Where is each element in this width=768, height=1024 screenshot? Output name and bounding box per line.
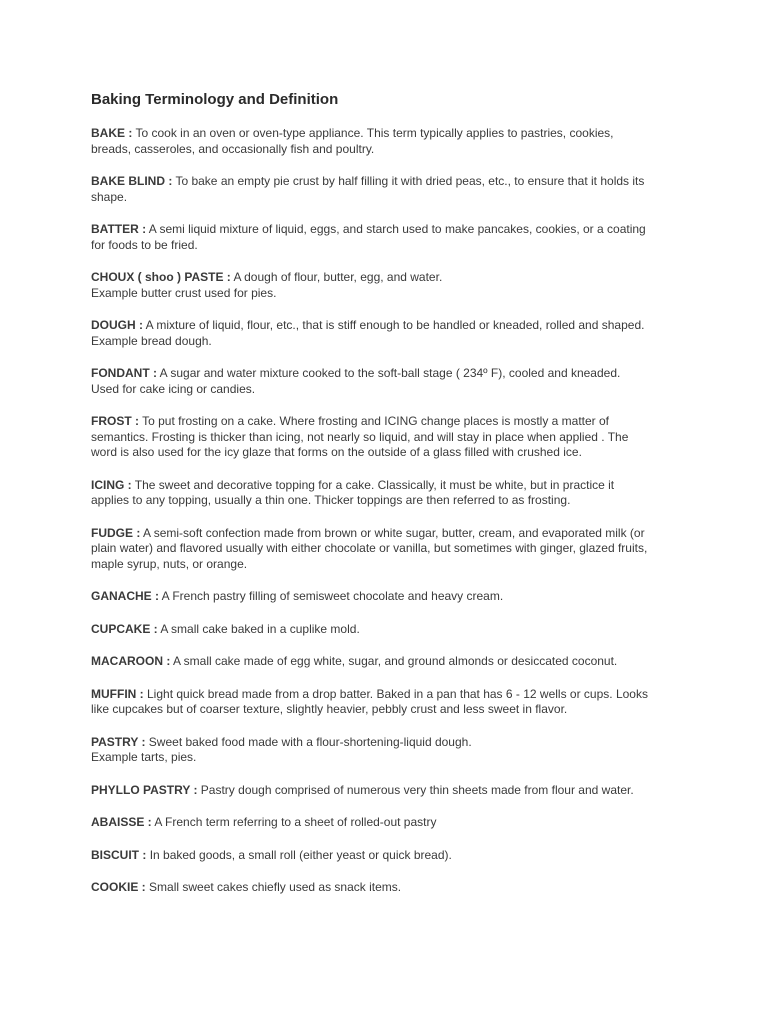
definition-text: The sweet and decorative topping for a cake. Classically, it must be white, but in practice it bbox=[134, 477, 615, 492]
definition-line bbox=[91, 142, 691, 158]
glossary-entry bbox=[91, 318, 691, 349]
glossary-list bbox=[91, 126, 691, 896]
glossary-entry bbox=[91, 270, 691, 301]
definition-text: Used for cake icing or candies. bbox=[91, 381, 256, 396]
definition-text: semantics. Frosting is thicker than icing, not nearly so liquid, and will stay in place when applied . The bbox=[91, 429, 629, 444]
definition-text: for foods to be fried. bbox=[91, 237, 198, 252]
definition-line bbox=[91, 190, 691, 206]
definition-line bbox=[91, 318, 691, 334]
definition-line bbox=[91, 126, 691, 142]
definition-line bbox=[91, 478, 691, 494]
definition-line bbox=[91, 493, 691, 509]
glossary-term: PASTRY : bbox=[91, 734, 146, 749]
glossary-entry bbox=[91, 526, 691, 573]
definition-text: Sweet baked food made with a flour-shortening-liquid dough. bbox=[148, 734, 472, 749]
definition-line bbox=[91, 286, 691, 302]
definition-line bbox=[91, 848, 691, 864]
glossary-entry bbox=[91, 735, 691, 766]
definition-line bbox=[91, 687, 691, 703]
definition-line bbox=[91, 735, 691, 751]
definition-text: A semi-soft confection made from brown or white sugar, butter, cream, and evaporated milk (or bbox=[143, 525, 645, 540]
glossary-term: ABAISSE : bbox=[91, 815, 152, 829]
definition-text: A semi liquid mixture of liquid, eggs, and starch used to make pancakes, cookies, or a coating bbox=[148, 222, 646, 236]
definition-text: breads, casseroles, and occasionally fish and poultry. bbox=[91, 141, 375, 156]
glossary-entry bbox=[91, 589, 691, 605]
glossary-entry bbox=[91, 126, 691, 157]
definition-line bbox=[91, 541, 691, 557]
definition-line bbox=[91, 557, 691, 573]
definition-line bbox=[91, 382, 691, 398]
definition-text: applies to any topping, usually a thin one. Thicker toppings are then referred to as frosting. bbox=[91, 493, 571, 507]
definition-text: Pastry dough comprised of numerous very thin sheets made from flour and water. bbox=[200, 782, 634, 797]
glossary-term: COOKIE : bbox=[91, 880, 146, 894]
glossary-term: ICING : bbox=[91, 477, 132, 492]
definition-line bbox=[91, 414, 691, 430]
definition-text: Light quick bread made from a drop batter. Baked in a pan that has 6 - 12 wells or cups. Looks bbox=[147, 686, 648, 701]
glossary-term: BISCUIT : bbox=[91, 847, 147, 862]
definition-text: Example bread dough. bbox=[91, 333, 212, 348]
glossary-entry bbox=[91, 687, 691, 718]
glossary-term: FUDGE : bbox=[91, 525, 141, 540]
glossary-entry bbox=[91, 815, 691, 831]
definition-line bbox=[91, 622, 691, 638]
glossary-entry bbox=[91, 222, 691, 253]
glossary-term: BAKE : bbox=[91, 126, 133, 140]
definition-text: like cupcakes but of coarser texture, slightly heavier, pebbly crust and less sweet in flavor. bbox=[91, 702, 568, 716]
glossary-term: PHYLLO PASTRY : bbox=[91, 782, 198, 797]
definition-line bbox=[91, 815, 691, 831]
definition-line bbox=[91, 334, 691, 350]
definition-line bbox=[91, 238, 691, 254]
definition-line bbox=[91, 222, 691, 238]
definition-text: A French term referring to a sheet of rolled-out pastry bbox=[154, 815, 437, 829]
definition-text: A small cake baked in a cuplike mold. bbox=[160, 621, 360, 636]
document-page bbox=[91, 89, 691, 913]
definition-text: Example butter crust used for pies. bbox=[91, 285, 277, 300]
definition-line bbox=[91, 783, 691, 799]
glossary-term: DOUGH : bbox=[91, 318, 143, 332]
glossary-entry bbox=[91, 848, 691, 864]
definition-text: plain water) and flavored usually with either chocolate or vanilla, but sometimes with ginger, glazed fruits, bbox=[91, 541, 648, 555]
definition-text: To bake an empty pie crust by half filling it with dried peas, etc., to ensure that it holds its bbox=[175, 174, 645, 188]
glossary-entry bbox=[91, 654, 691, 670]
definition-text: To put frosting on a cake. Where frosting and ICING change places is mostly a matter of bbox=[142, 414, 610, 428]
glossary-term: FROST : bbox=[91, 414, 139, 428]
definition-line bbox=[91, 174, 691, 190]
glossary-term: CUPCAKE : bbox=[91, 621, 158, 636]
definition-line bbox=[91, 526, 691, 542]
definition-text: maple syrup, nuts, or orange. bbox=[91, 556, 248, 571]
definition-text: To cook in an oven or oven-type appliance. This term typically applies to pastries, cookies, bbox=[135, 126, 614, 140]
definition-line bbox=[91, 430, 691, 446]
definition-text: Example tarts, pies. bbox=[91, 750, 197, 764]
definition-text: A sugar and water mixture cooked to the soft-ball stage ( 234º F), cooled and kneaded. bbox=[159, 366, 621, 380]
definition-line bbox=[91, 270, 691, 286]
glossary-entry bbox=[91, 174, 691, 205]
definition-text: A French pastry filling of semisweet chocolate and heavy cream. bbox=[161, 589, 504, 603]
glossary-term: FONDANT : bbox=[91, 366, 157, 380]
glossary-entry bbox=[91, 366, 691, 397]
definition-text: A small cake made of egg white, sugar, and ground almonds or desiccated coconut. bbox=[173, 654, 618, 668]
glossary-term: GANACHE : bbox=[91, 589, 159, 603]
glossary-entry bbox=[91, 478, 691, 509]
glossary-entry bbox=[91, 783, 691, 799]
definition-line bbox=[91, 445, 691, 461]
definition-line bbox=[91, 880, 691, 896]
glossary-entry bbox=[91, 622, 691, 638]
definition-line bbox=[91, 366, 691, 382]
definition-line bbox=[91, 702, 691, 718]
glossary-term: MUFFIN : bbox=[91, 686, 144, 701]
definition-text: Small sweet cakes chiefly used as snack items. bbox=[149, 880, 402, 894]
definition-text: word is also used for the icy glaze that forms on the outside of a glass filled with crushed ice. bbox=[91, 445, 582, 459]
glossary-term: CHOUX ( shoo ) PASTE : bbox=[91, 270, 231, 284]
glossary-entry bbox=[91, 414, 691, 461]
glossary-term: BATTER : bbox=[91, 222, 147, 236]
definition-text: shape. bbox=[91, 189, 128, 204]
definition-text: A mixture of liquid, flour, etc., that is stiff enough to be handled or kneaded, rolled and shaped. bbox=[145, 318, 645, 332]
definition-line bbox=[91, 589, 691, 605]
document-title: Baking Terminology and Definition bbox=[91, 91, 339, 108]
definition-line bbox=[91, 750, 691, 766]
glossary-term: BAKE BLIND : bbox=[91, 174, 173, 188]
glossary-entry bbox=[91, 880, 691, 896]
definition-line bbox=[91, 654, 691, 670]
definition-text: In baked goods, a small roll (either yeast or quick bread). bbox=[149, 847, 452, 862]
glossary-term: MACAROON : bbox=[91, 654, 171, 668]
definition-text: A dough of flour, butter, egg, and water. bbox=[233, 270, 443, 284]
